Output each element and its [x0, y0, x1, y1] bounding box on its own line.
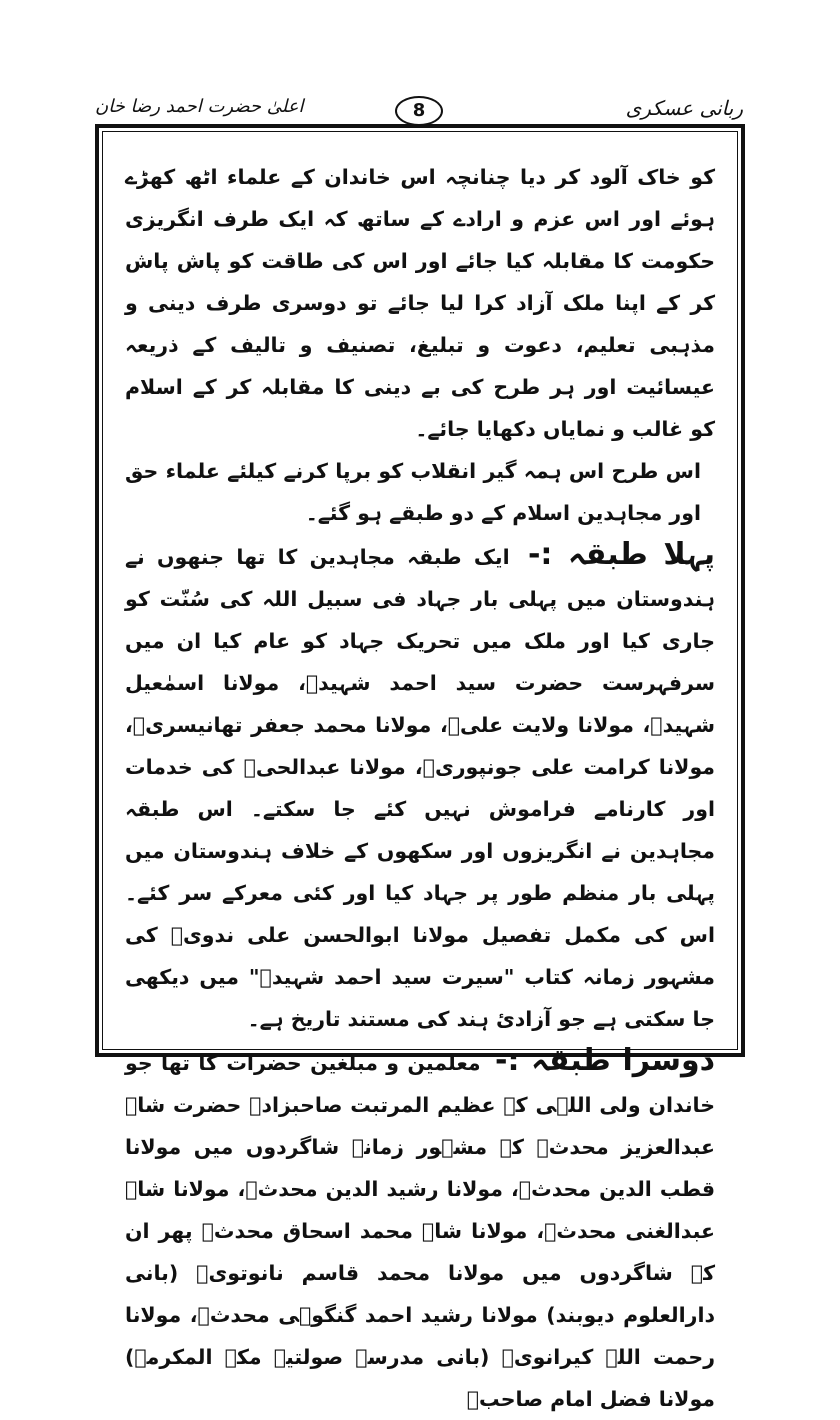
paragraph-first-class — [125, 534, 715, 1040]
book-title: ربانی عسکری — [625, 96, 743, 120]
page-body — [125, 156, 715, 1411]
paragraph-intro — [125, 156, 715, 450]
paragraph-two-classes — [125, 450, 715, 534]
page-border — [95, 124, 745, 1411]
paragraph-text: اس طرح اس ہمہ گیر انقلاب کو برپا کرنے کیلئے علماء حق اور مجاہدین اسلام کے دو طبقے ہو گئے۔ — [125, 459, 701, 525]
paragraph-text: کو خاک آلود کر دیا چنانچہ اس خاندان کے علماء اٹھ کھڑے ہوئے اور اس عزم و ارادے کے ساتھ کہ ایک طرف انگریزی حکومت کا مقابلہ کیا جائے اور اس کی طاقت کو پاش پاش کر کے اپنا ملک آزاد کرا لیا جائے تو دوسری طرف دینی و مذہبی تعلیم، دعوت و تبلیغ، تصنیف و تالیف کے ذریعہ عیسائیت اور ہر طرح کی بے دینی کا مقابلہ کر کے اسلام کو غالب و نمایاں دکھایا جائے۔ — [125, 165, 715, 441]
page-header — [95, 96, 743, 126]
page-number: 8 — [395, 96, 443, 126]
section-heading: دوسرا طبقہ :- — [495, 1043, 715, 1078]
paragraph-text: معلمین و مبلغین حضرات کا تھا جو خاندان ولی اللہی کے عظیم المرتبت صاحبزادے حضرت شاہ عبدالعزیز محدثؒ کے مشہور زمانہ شاگردوں میں مولانا قطب الدین محدثؒ، مولانا رشید الدین محدثؒ، مولانا شاہ عبدالغنی محدثؒ، مولانا شاہ محمد اسحاق محدثؒ پھر ان کے شاگردوں میں مولانا محمد قاسم نانوتویؒ (بانی دارالعلوم دیوبند) مولانا رشید احمد گنگوہی محدثؒ، مولانا رحمت اللہ کیرانویؒ (بانی مدرسہ صولتیہ مکۃ المکرمہ) مولانا فضل امام صاحبؒ — [125, 1051, 715, 1411]
author-name: اعلیٰ حضرت احمد رضا خان — [95, 96, 304, 117]
paragraph-second-class — [125, 1040, 715, 1420]
section-heading: پہلا طبقہ :- — [527, 537, 715, 572]
paragraph-text: ایک طبقہ مجاہدین کا تھا جنھوں نے ہندوستان میں پہلی بار جہاد فی سبیل اللہ کی سُنّت کو جاری کیا اور ملک میں تحریک جہاد کو عام کیا ان میں سرفہرست حضرت سید احمد شہیدؒ، مولانا اسمٰعیل شہیدؒ، مولانا ولایت علیؒ، مولانا محمد جعفر تھانیسریؒ، مولانا کرامت علی جونپوریؒ، مولانا عبدالحیؒ کی خدمات اور کارنامے فراموش نہیں کئے جا سکتے۔ اس طبقہ مجاہدین نے انگریزوں اور سکھوں کے خلاف ہندوستان میں پہلی بار منظم طور پر جہاد کیا اور کئی معرکے سر کئے۔ اس کی مکمل تفصیل مولانا ابوالحسن علی ندویؒ کی مشہور زمانہ کتاب "سیرت سید احمد شہیدؒ" میں دیکھی جا سکتی ہے جو آزادیٔ ہند کی مستند تاریخ ہے۔ — [125, 545, 715, 1031]
